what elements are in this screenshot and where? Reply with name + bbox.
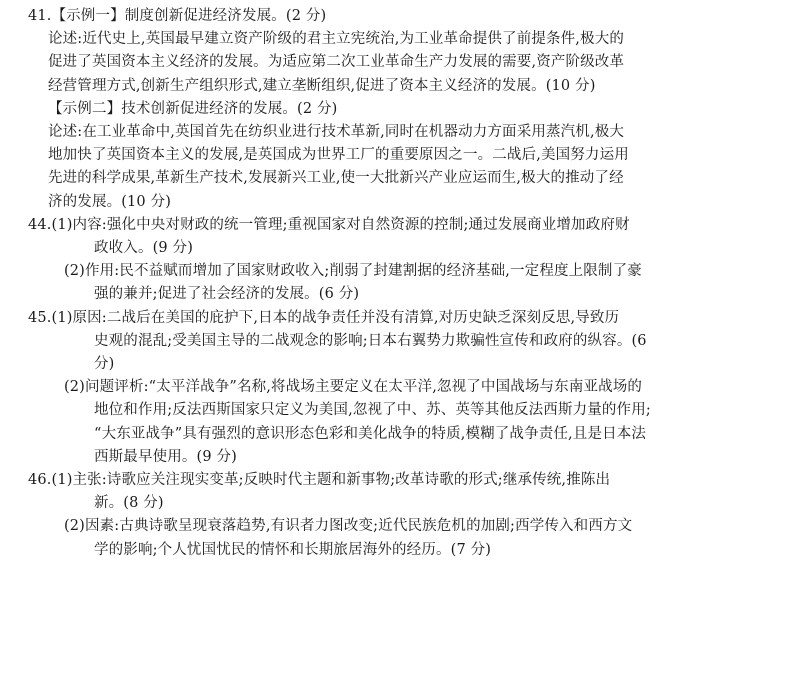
- q45-part2-line3: “大东亚战争”具有强烈的意识形态色彩和美化战争的特质,模糊了战争责任,且是日本法: [94, 425, 647, 442]
- q46-part1-line1: 46.(1)主张:诗歌应关注现实变革;反映时代主题和新事物;改革诗歌的形式;继承传统,推陈出: [28, 472, 611, 489]
- q41-example1-text-line2: 促进了英国资本主义经济的发展。为适应第二次工业革命生产力发展的需要,资产阶级改革: [48, 54, 625, 71]
- q45-part1-line3: 分): [94, 356, 115, 373]
- q41-example2-text-line3: 先进的科学成果,革新生产技术,发展新兴工业,使一大批新兴产业应运而生,极大的推动了经: [48, 170, 624, 187]
- q44-part2-line2: 强的兼并;促进了社会经济的发展。(6 分): [94, 286, 360, 303]
- q45-part2-line2: 地位和作用;反法西斯国家只定义为美国,忽视了中、苏、英等其他反法西斯力量的作用;: [94, 402, 651, 419]
- q41-example2-heading: 【示例二】技术创新促进经济的发展。(2 分): [48, 100, 338, 117]
- q44-part1-line2: 政收入。(9 分): [94, 240, 193, 257]
- q45-part1-line2: 史观的混乱;受美国主导的二战观念的影响;日本右翼势力欺骗性宣传和政府的纵容。(6: [94, 332, 647, 349]
- q45-part2-line1: (2)问题评析:“太平洋战争”名称,将战场主要定义在太平洋,忽视了中国战场与东南亚战场的: [64, 379, 643, 396]
- q41-example2-text-line2: 地加快了英国资本主义的发展,是英国成为世界工厂的重要原因之一。二战后,美国努力运用: [48, 147, 629, 164]
- q45-part1-line1: 45.(1)原因:二战后在美国的庇护下,日本的战争责任并没有清算,对历史缺乏深刻反思,导致历: [28, 309, 620, 326]
- q46-part2-line1: (2)因素:古典诗歌呈现衰落趋势,有识者力图改变;近代民族危机的加剧;西学传入和西方文: [64, 518, 633, 535]
- q45-part2-line4: 西斯最早使用。(9 分): [94, 448, 237, 465]
- q41-example1-text-line3: 经营管理方式,创新生产组织形式,建立垄断组织,促进了资本主义经济的发展。(10 分): [48, 77, 596, 94]
- q41-example2-text-line1: 论述:在工业革命中,英国首先在纺织业进行技术革新,同时在机器动力方面采用蒸汽机,极大: [48, 124, 625, 141]
- q46-part2-line2: 学的影响;个人忧国忧民的情怀和长期旅居海外的经历。(7 分): [94, 541, 492, 558]
- q41-example1-heading: 41.【示例一】制度创新促进经济发展。(2 分): [28, 8, 327, 24]
- q41-example2-text-line4: 济的发展。(10 分): [48, 193, 172, 210]
- q41-example1-text-line1: 论述:近代史上,英国最早建立资产阶级的君主立宪统治,为工业革命提供了前提条件,极大的: [48, 31, 625, 48]
- q44-part1-line1: 44.(1)内容:强化中央对财政的统一管理;重视国家对自然资源的控制;通过发展商业增加政府财: [28, 216, 630, 233]
- q44-part2-line1: (2)作用:民不益赋而增加了国家财政收入;削弱了封建割据的经济基础,一定程度上限制了豪: [64, 263, 642, 280]
- q46-part1-line2: 新。(8 分): [94, 495, 164, 512]
